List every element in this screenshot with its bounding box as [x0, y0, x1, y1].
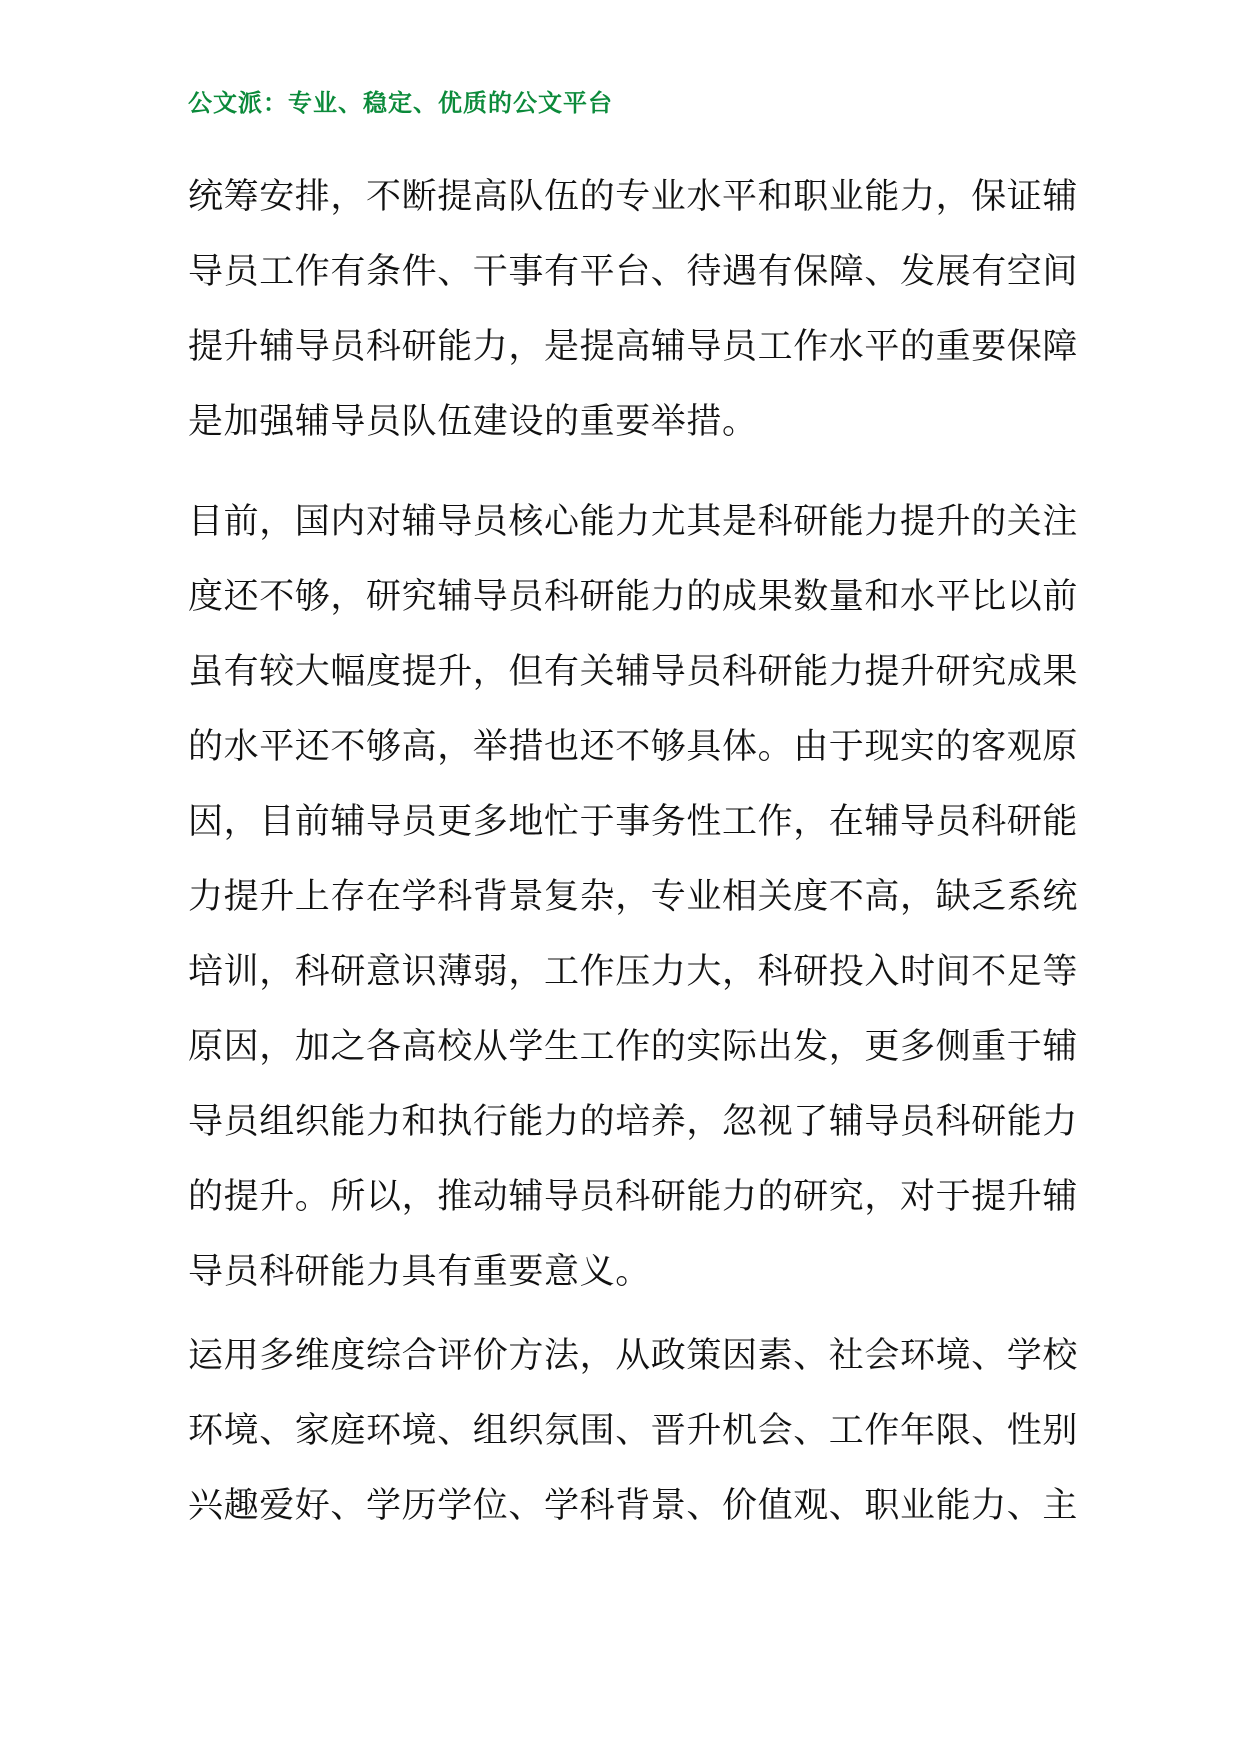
text-line: 提升辅导员科研能力，是提高辅导员工作水平的重要保障	[188, 327, 1079, 367]
paragraph-2	[188, 485, 1079, 1310]
text-line: 因，目前辅导员更多地忙于事务性工作，在辅导员科研能	[188, 802, 1079, 842]
text-line: 虽有较大幅度提升，但有关辅导员科研能力提升研究成果	[188, 652, 1079, 692]
text-line: 的水平还不够高，举措也还不够具体。由于现实的客观原	[188, 727, 1079, 767]
text-line: 目前，国内对辅导员核心能力尤其是科研能力提升的关注	[188, 502, 1079, 542]
text-line: 培训，科研意识薄弱，工作压力大，科研投入时间不足等	[188, 952, 1079, 992]
paragraph-3	[188, 1319, 1079, 1544]
text-line: 是加强辅导员队伍建设的重要举措。	[188, 402, 758, 442]
text-line: 环境、家庭环境、组织氛围、晋升机会、工作年限、性别	[188, 1411, 1079, 1451]
text-line: 导员科研能力具有重要意义。	[188, 1252, 651, 1292]
text-line: 原因，加之各高校从学生工作的实际出发，更多侧重于辅	[188, 1027, 1079, 1067]
text-line: 统筹安排，不断提高队伍的专业水平和职业能力，保证辅	[188, 177, 1079, 217]
paragraph-1-text	[188, 160, 1079, 460]
text-line: 导员组织能力和执行能力的培养，忽视了辅导员科研能力	[188, 1102, 1079, 1142]
paragraph-1	[188, 160, 1079, 460]
text-line: 度还不够，研究辅导员科研能力的成果数量和水平比以前	[188, 577, 1079, 617]
paragraph-2-text	[188, 485, 1079, 1310]
text-line: 的提升。所以，推动辅导员科研能力的研究，对于提升辅	[188, 1177, 1079, 1217]
page-header: 公文派：专业、稳定、优质的公文平台	[188, 89, 613, 117]
text-line: 运用多维度综合评价方法，从政策因素、社会环境、学校	[188, 1336, 1079, 1376]
text-line: 力提升上存在学科背景复杂，专业相关度不高，缺乏系统	[188, 877, 1079, 917]
paragraph-3-text	[188, 1319, 1079, 1544]
text-line: 导员工作有条件、干事有平台、待遇有保障、发展有空间	[188, 252, 1079, 292]
text-line: 兴趣爱好、学历学位、学科背景、价值观、职业能力、主	[188, 1486, 1079, 1526]
